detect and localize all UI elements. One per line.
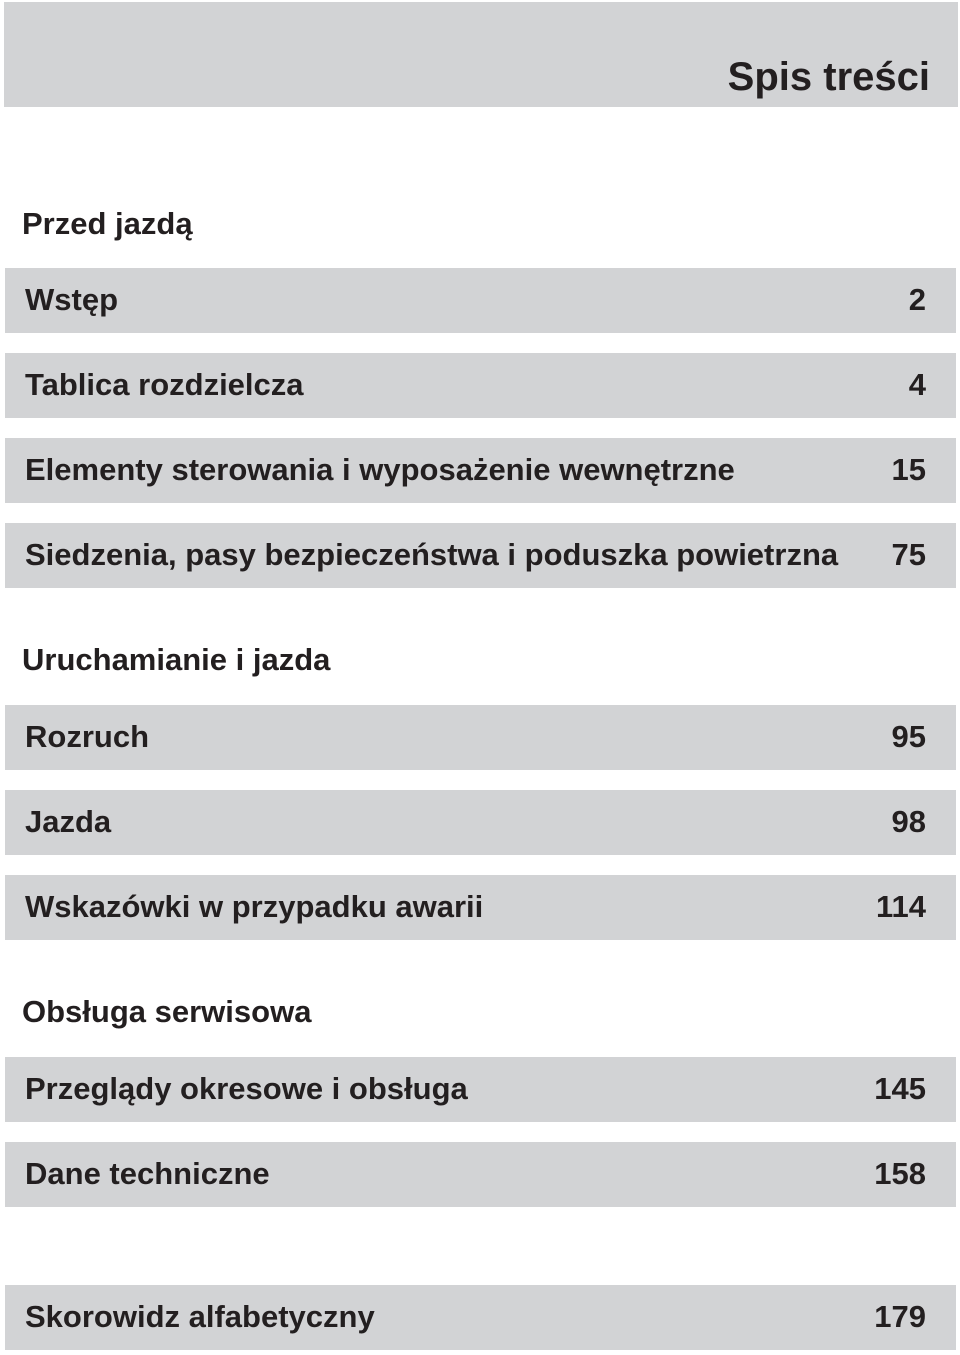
- toc-entry-page-number: 4: [908, 367, 926, 402]
- toc-entry-starting[interactable]: [5, 705, 956, 770]
- toc-entry-label: Jazda: [25, 804, 112, 839]
- toc-entry-driving[interactable]: [5, 790, 956, 855]
- toc-entry-alphabetical-index[interactable]: [5, 1285, 956, 1350]
- toc-entry-label: Elementy sterowania i wyposażenie wewnętrzne: [25, 452, 735, 487]
- toc-entry-label: Dane techniczne: [25, 1156, 270, 1191]
- toc-entry-page-number: 179: [874, 1299, 926, 1334]
- toc-entry-controls-interior[interactable]: [5, 438, 956, 503]
- title-bar: [4, 2, 958, 107]
- toc-entry-label: Przeglądy okresowe i obsługa: [25, 1071, 468, 1106]
- toc-entry-seats-belts-airbag[interactable]: [5, 523, 956, 588]
- toc-entry-label: Siedzenia, pasy bezpieczeństwa i poduszka powietrzna: [25, 537, 839, 572]
- toc-entry-page-number: 145: [874, 1071, 926, 1106]
- toc-entry-page-number: 114: [875, 889, 926, 924]
- toc-entry-technical-data[interactable]: [5, 1142, 956, 1207]
- toc-entry-introduction[interactable]: [5, 268, 956, 333]
- toc-entry-label: Wskazówki w przypadku awarii: [25, 889, 484, 924]
- toc-entry-label: Wstęp: [25, 282, 118, 317]
- toc-entry-label: Skorowidz alfabetyczny: [25, 1299, 375, 1334]
- toc-entry-page-number: 75: [891, 537, 926, 572]
- toc-entry-label: Tablica rozdzielcza: [25, 367, 304, 402]
- page-title: Spis treści: [727, 55, 930, 99]
- toc-entry-label: Rozruch: [25, 719, 149, 754]
- toc-entry-page-number: 2: [908, 282, 926, 317]
- toc-entry-maintenance[interactable]: [5, 1057, 956, 1122]
- section-heading-servicing: Obsługa serwisowa: [22, 994, 312, 1029]
- toc-entry-page-number: 158: [874, 1156, 926, 1191]
- toc-entry-instrument-panel[interactable]: [5, 353, 956, 418]
- toc-entry-page-number: 95: [891, 719, 926, 754]
- toc-entry-page-number: 98: [891, 804, 926, 839]
- section-heading-before-driving: Przed jazdą: [22, 206, 193, 241]
- toc-entry-roadside-emergencies[interactable]: [5, 875, 956, 940]
- section-heading-starting-driving: Uruchamianie i jazda: [22, 642, 331, 677]
- toc-entry-page-number: 15: [891, 452, 926, 487]
